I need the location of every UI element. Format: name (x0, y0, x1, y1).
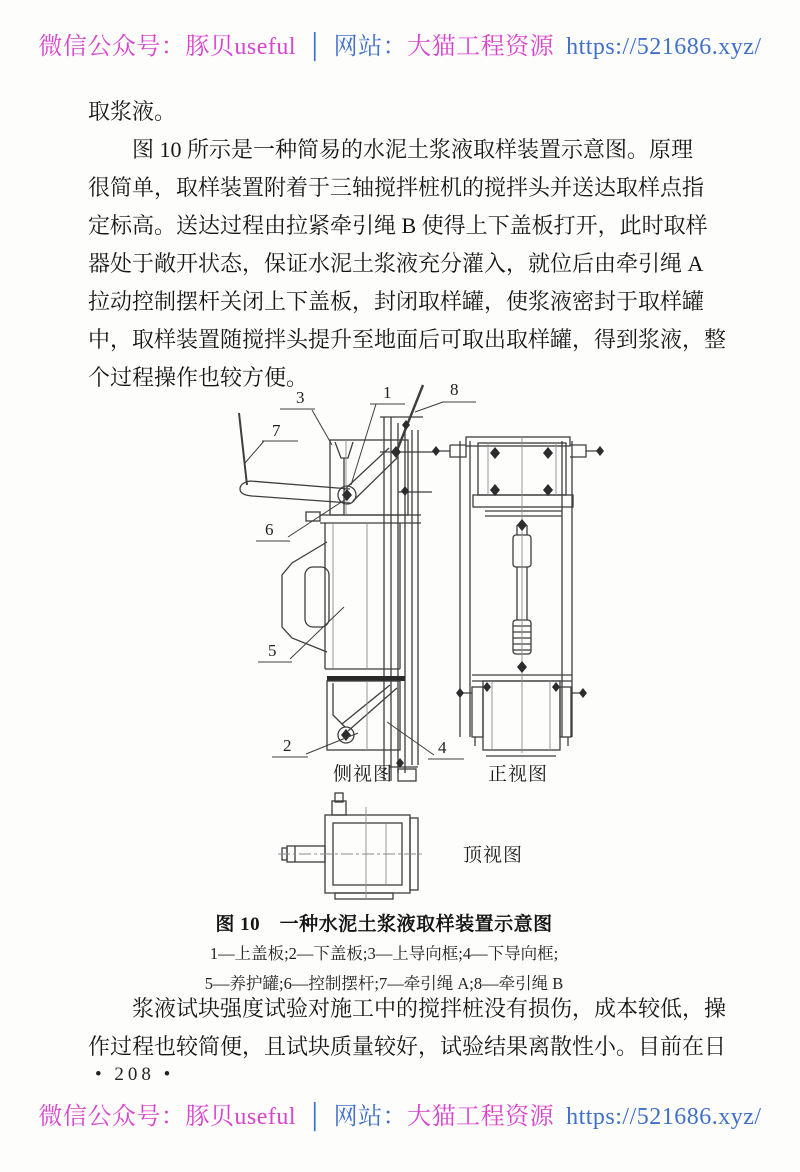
page-number: • 208 • (95, 1064, 175, 1085)
front-view-label: 正视图 (488, 764, 549, 785)
text-line: 拉动控制摆杆关闭上下盖板，封闭取样罐，使浆液密封于取样罐 (88, 289, 705, 314)
part-label-6: 6 (265, 520, 274, 539)
watermark-header (0, 26, 800, 61)
paragraph-2 (88, 990, 728, 1066)
figure-caption: 图 10 一种水泥土浆液取样装置示意图 (215, 914, 553, 935)
separator-bar: │ (306, 34, 324, 60)
side-view-label: 侧视图 (333, 764, 394, 785)
site-url-text: https://521686.xyz/ (566, 1104, 762, 1130)
front-view-drawing (438, 437, 598, 756)
sampling-device-diagram (220, 375, 690, 905)
text-line: 图 10 所示是一种简易的水泥土浆液取样装置示意图。原理 (132, 137, 694, 162)
part-label-1: 1 (383, 383, 392, 402)
text-line: 个过程操作也较方便。 (88, 365, 309, 390)
text-line: 中，取样装置随搅拌头提升至地面后可取出取样罐，得到浆液，整 (88, 327, 727, 352)
front-view-detail-lines (488, 437, 556, 753)
figure-legend-line-1: 1—上盖板;2—下盖板;3—上导向框;4—下导向框; (209, 944, 559, 963)
part-label-4: 4 (438, 738, 447, 757)
separator-bar: │ (306, 1104, 324, 1130)
wechat-account-text: 微信公众号：豚贝useful (38, 1104, 297, 1130)
text-line: 取浆液。 (88, 99, 177, 124)
figure-10-drawing (220, 375, 690, 905)
part-label-5: 5 (268, 641, 277, 660)
site-url-text: https://521686.xyz/ (566, 34, 762, 60)
part-label-3: 3 (296, 388, 305, 407)
side-view-drawing (239, 385, 436, 781)
part-label-8: 8 (450, 380, 459, 399)
part-label-7: 7 (272, 421, 281, 440)
watermark-footer (0, 1096, 800, 1131)
paragraph-1 (88, 93, 728, 397)
site-label-text: 网站： (333, 34, 408, 60)
text-line: 很简单，取样装置附着于三轴搅拌桩机的搅拌头并送达取样点指 (88, 175, 705, 200)
top-view-label: 顶视图 (463, 845, 524, 866)
text-line: 器处于敞开状态，保证水泥土浆液充分灌入，就位后由牵引绳 A (88, 251, 704, 276)
wechat-account-text: 微信公众号：豚贝useful (38, 34, 297, 60)
text-line: 作过程也较简便，且试块质量较好，试验结果离散性小。目前在日 (88, 1034, 727, 1059)
text-line: 浆液试块强度试验对施工中的搅拌桩没有损伤，成本较低，操 (132, 996, 727, 1021)
figure-legend-line-2: 5—养护罐;6—控制摆杆;7—牵引绳 A;8—牵引绳 B (204, 974, 564, 993)
top-view-drawing (282, 793, 418, 899)
site-name-text: 大猫工程资源 (407, 1104, 555, 1130)
site-name-text: 大猫工程资源 (407, 34, 555, 60)
text-line: 定标高。送达过程由拉紧牵引绳 B 使得上下盖板打开，此时取样 (88, 213, 708, 238)
leader-lines (245, 402, 476, 759)
part-label-2: 2 (283, 736, 292, 755)
site-label-text: 网站： (333, 1104, 408, 1130)
